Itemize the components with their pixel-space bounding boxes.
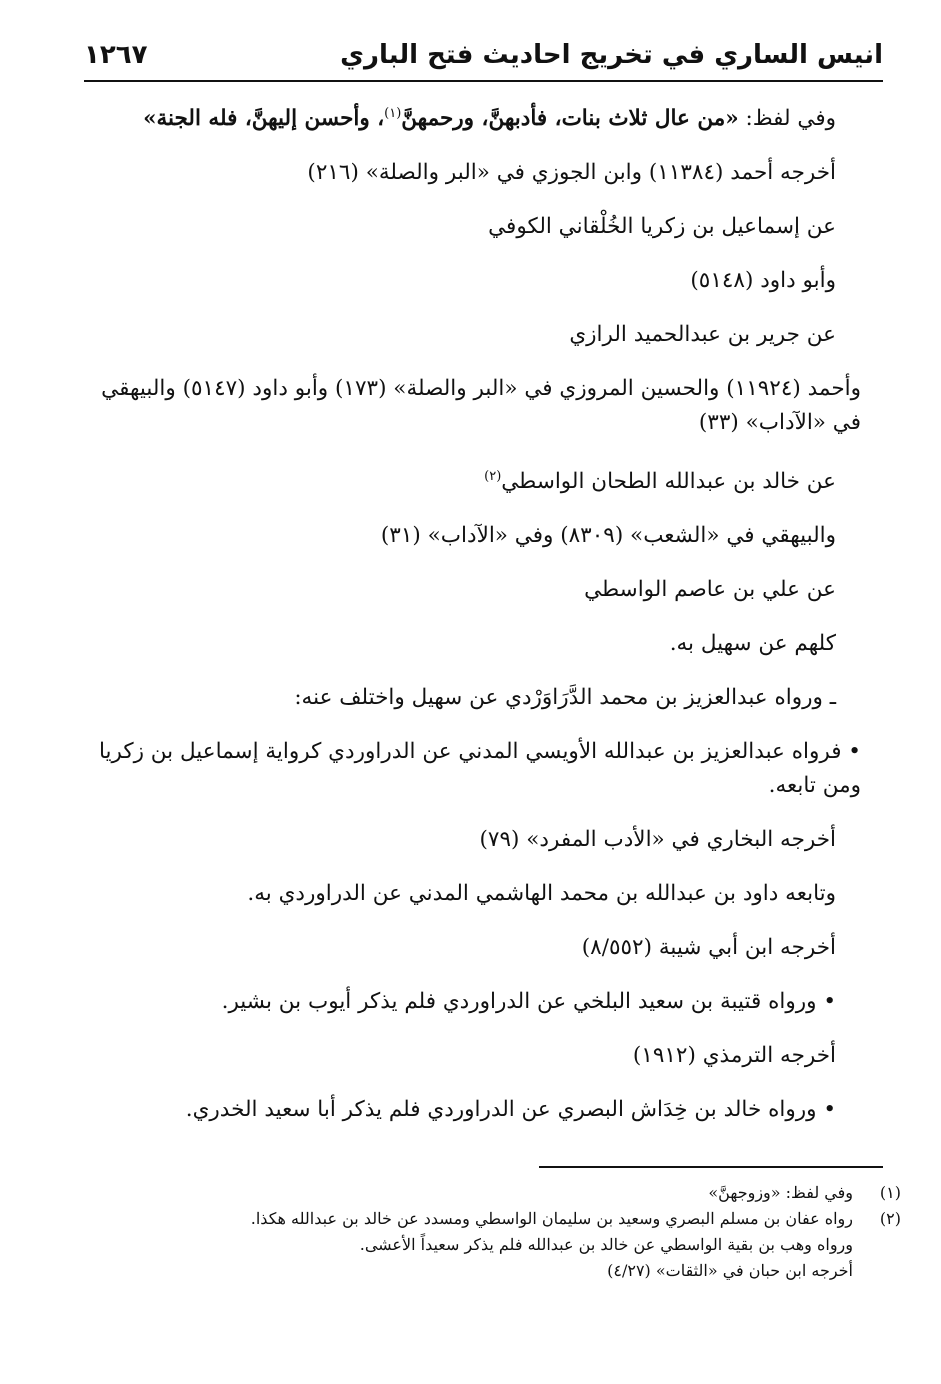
paragraph: وأحمد (١١٩٢٤) والحسين المروزي في «البر والصلة» (١٧٣) وأبو داود (٥١٤٧) والبيهقي في «الآداب» (٣٣): [101, 376, 861, 436]
page-number: ١٢٦٧: [84, 40, 148, 70]
footnote-text: أخرجه ابن حبان في «الثقات» (٤/٢٧): [607, 1261, 853, 1280]
paragraph: أخرجه البخاري في «الأدب المفرد» (٧٩): [479, 827, 836, 853]
paragraph: عن إسماعيل بن زكريا الخُلْقاني الكوفي: [488, 214, 836, 240]
paragraph: • ورواه قتيبة بن سعيد البلخي عن الدراوردي فلم يذكر أيوب بن بشير.: [221, 989, 836, 1015]
footnote-text: رواه عفان بن مسلم البصري وسعيد بن سليمان الواسطي ومسدد عن خالد بن عبدالله هكذا.: [250, 1209, 853, 1228]
paragraph: والبيهقي في «الشعب» (٨٣٠٩) وفي «الآداب» (٣١): [380, 523, 836, 549]
running-header: [84, 34, 883, 76]
footnote: [150, 1206, 901, 1232]
hadith-quote: «من عال ثلاث بنات، فأدبهنَّ، ورحمهنَّ: [401, 106, 739, 132]
footnote-text: ورواه وهب بن بقية الواسطي عن خالد بن عبدالله فلم يذكر سعيداً الأعشى.: [359, 1235, 853, 1254]
book-title: انيس الساري في تخريج احاديث فتح الباري: [340, 40, 883, 70]
footnote-text: وفي لفظ: «وزوجهنَّ»: [708, 1183, 853, 1202]
paragraph: أخرجه أحمد (١١٣٨٤) وابن الجوزي في «البر والصلة» (٢١٦): [307, 160, 836, 186]
paragraph: كلهم عن سهيل به.: [669, 631, 836, 657]
paragraph: أخرجه الترمذي (١٩١٢): [632, 1043, 836, 1069]
header-divider: [84, 80, 883, 82]
main-text: [84, 97, 861, 1127]
footnote-divider: [539, 1166, 883, 1168]
paragraph: [84, 97, 836, 136]
paragraph: • ورواه خالد بن خِدَاش البصري عن الدراوردي فلم يذكر أبا سعيد الخدري.: [185, 1097, 836, 1123]
footnotes: [150, 1180, 901, 1284]
footnote-number: (٢): [879, 1209, 901, 1228]
paragraph: ـ ورواه عبدالعزيز بن محمد الدَّرَاوَرْدي عن سهيل واختلف عنه:: [294, 685, 836, 711]
footnote-marker: (٢): [484, 469, 502, 485]
footnote-number: (١): [879, 1183, 901, 1202]
paragraph: عن جرير بن عبدالحميد الرازي: [569, 322, 836, 348]
paragraph: وأبو داود (٥١٤٨): [690, 268, 836, 294]
paragraph: [84, 460, 836, 499]
paragraph: • فرواه عبدالعزيز بن عبدالله الأويسي المدني عن الدراوردي كرواية إسماعيل بن زكريا ومن تابعه.: [98, 739, 861, 799]
narrator-line: عن خالد بن عبدالله الطحان الواسطي: [501, 469, 836, 495]
paragraph: أخرجه ابن أبي شيبة (٨/٥٥٢): [581, 935, 836, 961]
hadith-quote-end: ، وأحسن إليهنَّ، فله الجنة»: [143, 106, 385, 132]
paragraph: عن علي بن عاصم الواسطي: [584, 577, 836, 603]
lafz-label: وفي لفظ:: [738, 106, 836, 132]
paragraph: وتابعه داود بن عبدالله بن محمد الهاشمي المدني عن الدراوردي به.: [247, 881, 836, 907]
footnote-marker: (١): [384, 106, 402, 121]
footnote: [150, 1180, 901, 1206]
